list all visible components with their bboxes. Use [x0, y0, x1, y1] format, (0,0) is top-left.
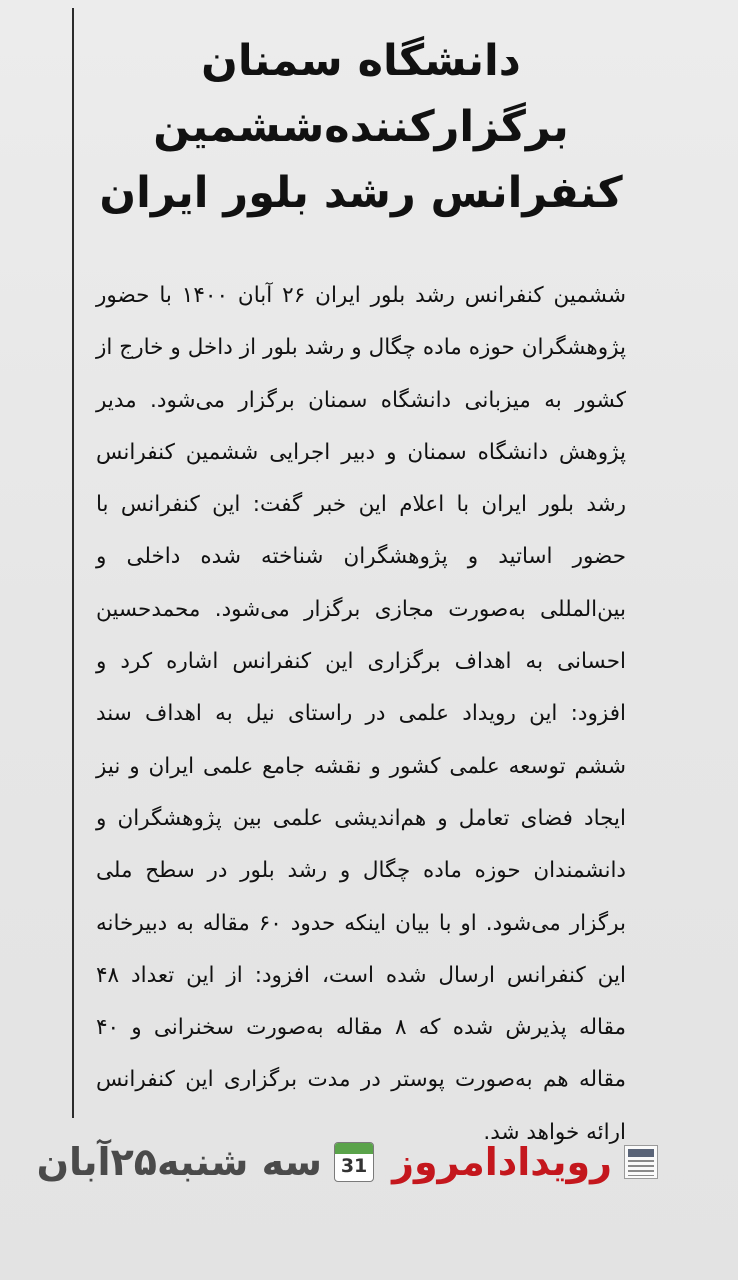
calendar-icon-number: 31: [340, 1155, 368, 1177]
footer-brand: رویدادامروز: [392, 1140, 612, 1184]
footer-bar: [36, 1130, 658, 1194]
news-article: [96, 28, 626, 1159]
vertical-rule: [72, 8, 74, 1118]
title-line-2: برگزارکننده‌ششمین: [153, 102, 569, 152]
article-title: [96, 28, 626, 226]
calendar-icon: [334, 1142, 374, 1182]
newspaper-icon: [624, 1145, 658, 1179]
footer-date: سه شنبه۲۵آبان: [36, 1140, 323, 1184]
title-line-3: کنفرانس رشد بلور ایران: [99, 168, 623, 218]
article-body: ششمین کنفرانس رشد بلور ایران ۲۶ آبان ۱۴۰۰ با حضور پژوهشگران حوزه ماده چگال و رشد بلور از داخل و خارج از کشور به میزبانی دانشگاه سمنان برگزار می‌شود. مدیر پژوهش دانشگاه سمنان و دبیر اجرایی ششمین کنفرانس رشد بلور ایران با اعلام این خبر گفت: این کنفرانس با حضور اساتید و پژوهشگران شناخته شده داخلی و بین‌المللی به‌صورت مجازی برگزار می‌شود. محمدحسین احسانی به اهداف برگزاری این کنفرانس اشاره کرد و افزود: این رویداد علمی در راستای نیل به اهداف سند ششم توسعه علمی کشور و نقشه جامع علمی ایران و نیز ایجاد فضای تعامل و هم‌اندیشی علمی بین پژوهشگران و دانشمندان حوزه ماده چگال و رشد بلور در سطح ملی برگزار می‌شود. او با بیان اینکه حدود ۶۰ مقاله به دبیرخانه این کنفرانس ارسال شده است، افزود: از این تعداد ۴۸ مقاله پذیرش شده که ۸ مقاله به‌صورت سخنرانی و ۴۰ مقاله هم به‌صورت پوستر در مدت برگزاری این کنفرانس ارائه خواهد شد.: [96, 283, 626, 1145]
title-line-1: دانشگاه سمنان: [201, 36, 521, 86]
